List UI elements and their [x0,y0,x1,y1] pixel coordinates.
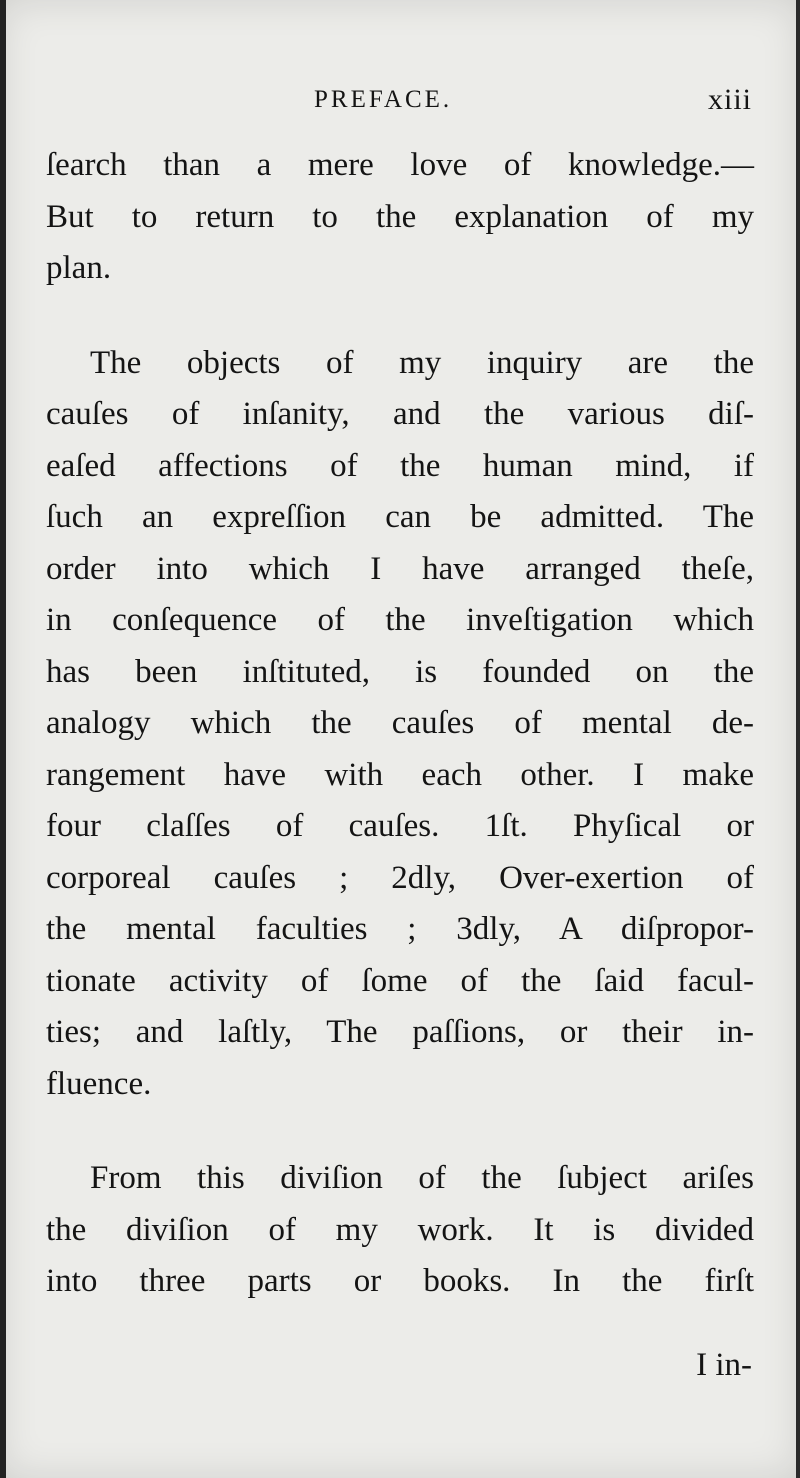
body-text [46,140,754,1308]
text-line: From this diviſion of the ſubject ariſes [90,1160,754,1196]
text-line: in conſequence of the inveſtigation which [46,602,754,638]
text-line: four claſſes of cauſes. 1ſt. Phyſical or [46,808,754,844]
text-line: into three parts or books. In the firſt [46,1263,754,1299]
text-line: corporeal cauſes ; 2dly, Over-exertion of [46,859,754,896]
text-line: The objects of my inquiry are the [90,344,754,381]
text-line: plan. [46,250,112,286]
catchword: I in- [696,1347,752,1383]
text-line: the mental faculties ; 3dly, A diſpropor- [46,911,754,947]
text-line: rangement have with each other. I make [46,756,754,793]
scan-edge-left [0,0,6,1478]
page-header [46,80,752,120]
scan-edge-right [796,0,800,1478]
text-line: cauſes of inſanity, and the various diſ- [46,396,754,432]
text-line: the diviſion of my work. It is divided [46,1211,754,1248]
text-line: ſearch than a mere love of knowledge.— [46,147,754,183]
text-line: tionate activity of ſome of the ſaid facul- [46,962,754,999]
text-line: analogy which the cauſes of mental de- [46,705,754,741]
text-line: order into which I have arranged theſe, [46,550,754,587]
paragraph-gap [46,295,754,338]
text-line: eaſed affections of the human mind, if [46,447,754,484]
running-head: PREFACE. [314,86,453,113]
text-line: ſuch an expreſſion can be admitted. The [46,499,754,535]
paragraph-gap [46,1110,754,1153]
text-line: has been inſtituted, is founded on the [46,653,754,690]
page-number: xiii [707,83,752,116]
text-line: fluence. [46,1065,152,1102]
text-line: But to return to the explanation of my [46,198,754,235]
text-line: ties; and laſtly, The paſſions, or their in- [46,1014,754,1050]
